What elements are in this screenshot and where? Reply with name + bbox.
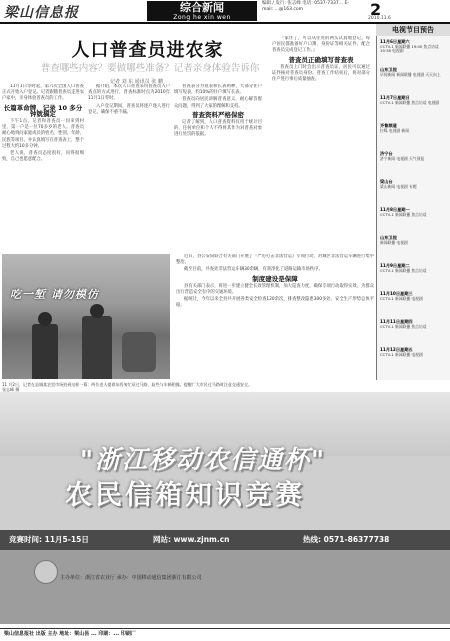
- bag-figure: [122, 332, 156, 372]
- ad-website-chip: 网站: www.zjnm.cn: [153, 535, 230, 544]
- tv-listing-day: 11月12日星期五: [380, 347, 413, 352]
- tv-listing-item: [380, 348, 448, 357]
- ad-subtitle: 农民信箱知识竞赛: [65, 480, 305, 511]
- person-figure: [32, 324, 58, 379]
- tv-listing-day: 山东卫视: [380, 67, 397, 72]
- page-number: 2: [370, 0, 382, 19]
- paragraph: 县有关部门表示，将进一步建立健全长效管理机制，加大巡查力度，确保专项行动取得实效，为群众出行营造安全有序的交通环境。: [176, 283, 374, 296]
- news-photo: [2, 254, 170, 379]
- article-column-3: [174, 84, 262, 252]
- section-title: 综合新闻: [180, 1, 224, 14]
- article-lower-column: [176, 254, 374, 386]
- paragraph: 普查员向居民讲解普查意义，耐心解答群众问题，得到了大家的理解和支持。: [174, 97, 262, 109]
- tv-listing-item: [380, 152, 448, 161]
- footer-text: 梁山信息报社 出版 主办 地址：梁山县 ... 印刷：... 印刷厂: [4, 631, 136, 637]
- tv-listing-text: CCTV-1 新闻联播 焦点访谈 电视剧: [380, 99, 440, 105]
- subheading: 制度建设是保障: [252, 274, 298, 283]
- tv-listing-item: [380, 180, 448, 189]
- editor-info: 编辑 / 发行: 张志峰 电话: 0537-7337... E-mail: ...@163.com: [262, 1, 349, 12]
- sidebar-title: 电视节目预告: [376, 24, 450, 36]
- tv-listing-text: CCTV-1 新闻联播 焦点访谈: [380, 323, 427, 329]
- tv-listing-day: 11月6日星期六: [380, 39, 410, 44]
- tv-listing-day: 11月11日星期四: [380, 319, 413, 324]
- tv-listing-item: [380, 124, 448, 133]
- person-head: [90, 304, 104, 318]
- subheading: 长篇革命牌，记录 10 多分钟就搞定: [3, 103, 83, 118]
- paragraph: 普查表分为短表和长表两种，大部分住户填写短表，约10%的住户填写长表。: [174, 84, 262, 96]
- tv-listing-text: 梁山新闻 电视剧 专题: [380, 183, 417, 189]
- article-column-1: [2, 84, 84, 252]
- article-subhead: 普查哪些内容？要做哪些准备？记者亲身体验告诉你: [40, 63, 260, 74]
- tv-listing-text: CCTV-1 新闻联播 电视剧: [380, 295, 423, 301]
- photo-overlay-title: 吃一堑 请勿模仿: [10, 288, 99, 301]
- tv-listing-text: CCTV-1 新闻联播 19:00 焦点访谈 19:38 电视剧: [380, 43, 439, 54]
- tv-listing-text: CCTV-1 新闻联播 焦点访谈: [380, 267, 427, 273]
- tv-listing-text: 早间新闻 新闻联播 电视剧 天天向上: [380, 71, 441, 77]
- mobile-logo-icon: [34, 560, 58, 584]
- newspaper-brand: 梁山信息报: [4, 5, 79, 21]
- paragraph: 11月1日零时起，第六次全国人口普查正式开始入户登记。记者跟随普查员走进农户家中，亲身体验普查员的工作。: [2, 84, 84, 102]
- tv-listing-day: 济宁台: [380, 151, 393, 156]
- paragraph: 入户登记期间，普查员将逐户逐人进行登记，确保不重不漏。: [88, 103, 170, 115]
- section-header: [147, 1, 257, 21]
- paragraph: 普查员上门时会出示普查员证，居民可以通过证件核对普查员身份。普查工作结束后，将对部分住户进行事后质量抽查。: [272, 64, 370, 83]
- tv-listing-day: 齐鲁频道: [380, 123, 397, 128]
- ad-hotline-chip: 热线: 0571-86377738: [303, 535, 390, 544]
- tv-listing-text: CCTV-1 新闻联播 电视剧: [380, 351, 423, 357]
- page-date: 2010.11.6: [368, 16, 391, 21]
- tv-listing-day: 山东卫视: [380, 235, 397, 240]
- person-figure: [82, 316, 112, 379]
- tv-listing-item: [380, 236, 448, 245]
- section-pinyin: Zong he xin wen: [173, 14, 231, 21]
- article-column-2: [88, 84, 170, 252]
- paragraph: 据统计，今年以来全县共开展各类安全检查120余次，排查整改隐患300多处，安全生产形势总体平稳。: [176, 297, 374, 309]
- tv-listing-day: 11月9日星期二: [380, 263, 410, 268]
- ad-organizer-text: 主办单位：浙江省农业厅 承办：中国移动通信集团浙江有限公司: [60, 575, 202, 581]
- tv-listing-item: [380, 292, 448, 301]
- tv-listing-text: 济宁新闻 电视剧 天气预报: [380, 155, 425, 161]
- paragraph: 记者了解到，人口普查资料仅用于统计目的，任何单位和个人不得将其作为对普查对象进行处罚的依据。: [174, 120, 262, 138]
- photo-caption: 11 月2日，记者在县城某农贸市场拍到这样一幕：两位老人提着东西匆忙穿过马路，险些与车辆相撞。提醒广大市民过马路时注意交通安全。 张志峰 摄: [2, 382, 252, 392]
- tv-listing-day: 11月7日星期日: [380, 95, 410, 100]
- tv-listing-day: 11月10日星期三: [380, 291, 413, 296]
- tv-listing-item: [380, 264, 448, 273]
- paragraph: 下午1点，记者和普查员一同来到村里，第一户是一位70多岁的老人。普查员耐心地询问家庭成员的姓名、性别、年龄、民族等项目，并认真填写在普查表上，整个过程大约10多分钟。: [2, 119, 84, 149]
- tv-listing-text: CCTV-1 新闻联播 焦点访谈: [380, 211, 427, 217]
- paragraph: 老人说，普查员态度很好，问得很细致，自己也愿意配合。: [2, 151, 84, 163]
- paragraph: 截至目前，共查处非法营运车辆30余辆，有效净化了道路运输市场秩序。: [184, 267, 323, 273]
- tv-listing-day: 梁山台: [380, 179, 393, 184]
- tv-listing-item: [380, 40, 448, 54]
- article-right-block: [272, 36, 370, 254]
- ad-lower-area: [0, 550, 450, 624]
- person-head: [38, 312, 52, 326]
- tv-listing-item: [380, 68, 448, 77]
- tv-listing-text: 拉呱 电视剧 新闻: [380, 127, 409, 133]
- paragraph: 近日，县公安局联合有关部门开展了『严厉打击非法营运』专项行动，对城区非法营运车辆进行集中整治。: [176, 254, 374, 266]
- tv-listing-day: 11月8日星期一: [380, 207, 410, 212]
- ad-title: "浙江移动农信通杯": [80, 445, 327, 474]
- tv-listing-item: [380, 320, 448, 329]
- tv-listing-text: 新闻联播 电视剧: [380, 239, 408, 245]
- tv-listing-item: [380, 96, 448, 105]
- subheading: 普查资料严格保密: [192, 110, 244, 119]
- ad-time-chip: 竞赛时间: 11月5-15日: [9, 535, 89, 544]
- tv-listing-item: [380, 208, 448, 217]
- paragraph: 据介绍，本次人口普查采用普查员入户查点的方式进行，普查标准时点为2010年11月1日零时。: [88, 84, 170, 102]
- subheading: 普查员正确填写普查表: [288, 55, 354, 64]
- article-byline: 记者 刘 东 通讯员 张 鹏: [110, 79, 163, 85]
- article-headline: 人口普查员进农家: [71, 40, 224, 61]
- paragraph: 『家住了，可以从住处的两头认真地登记。每户居民都准备好户口簿、身份证等相关证件，配合普查员完成登记工作。』: [272, 36, 370, 54]
